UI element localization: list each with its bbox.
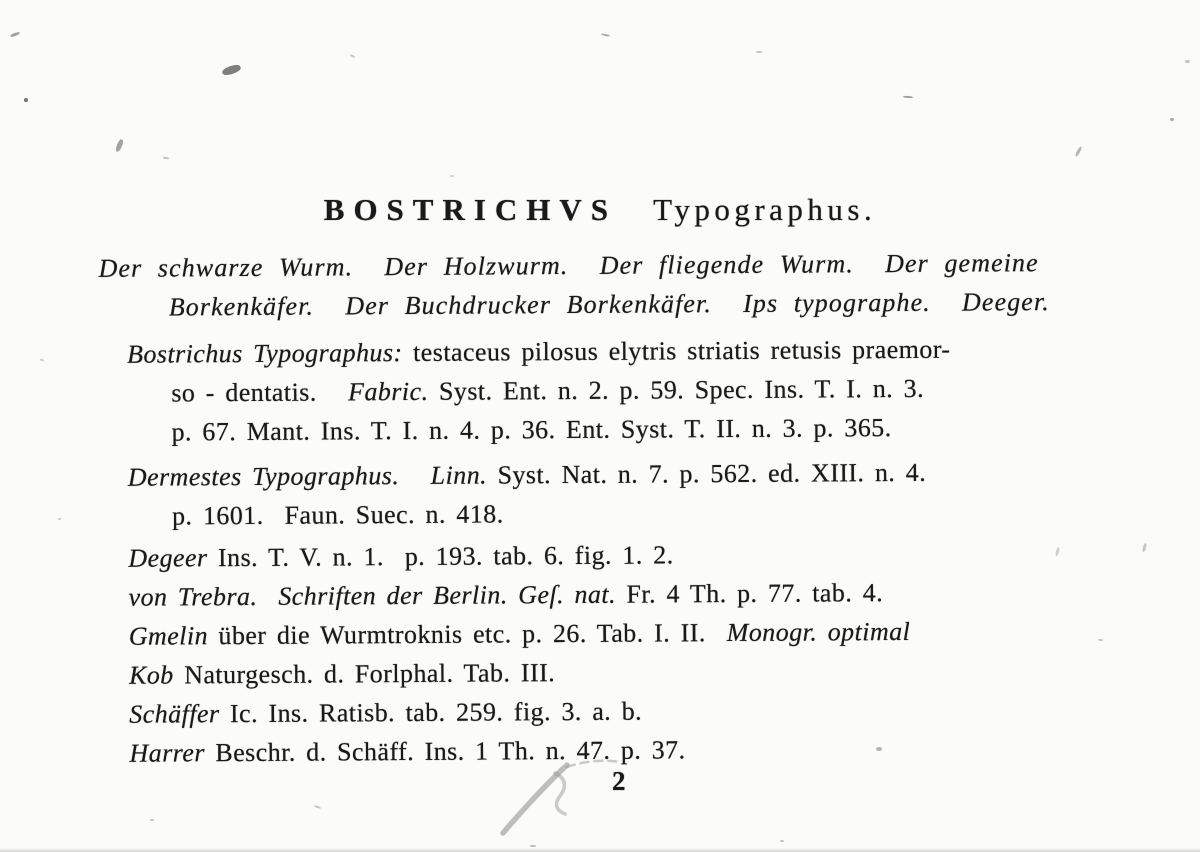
text-line bbox=[0, 490, 1200, 536]
paper-speck bbox=[450, 175, 454, 177]
roman-segment bbox=[399, 461, 431, 490]
roman-segment: p. 67. Mant. Ins. T. I. n. 4. p. 36. Ent. Syst. T. II. n. 3. p. 365. bbox=[171, 413, 892, 447]
italic-segment: Dermestes Typographus. bbox=[127, 461, 400, 492]
paper-speck bbox=[876, 747, 882, 751]
roman-segment: Ic. Ins. Ratisb. tab. 259. fig. 3. a. b. bbox=[219, 696, 643, 729]
scan-edge-shadow bbox=[0, 848, 1200, 852]
paper-speck bbox=[24, 98, 28, 102]
paper-speck bbox=[780, 840, 784, 842]
italic-segment: Schäffer bbox=[129, 699, 220, 729]
paper-speck bbox=[903, 96, 913, 99]
paper-speck bbox=[1170, 118, 1174, 121]
paper-speck bbox=[58, 518, 61, 520]
roman-segment: p. 1601. Faun. Suec. n. 418. bbox=[171, 499, 504, 531]
genus-heading: BOSTRICHVS bbox=[323, 192, 618, 227]
paper-speck bbox=[1075, 146, 1083, 157]
page-number: 2 bbox=[612, 766, 626, 796]
italic-segment: Gmelin bbox=[128, 621, 209, 651]
italic-segment: von Trebra. Schriften der Berlin. Geſ. nat. bbox=[128, 579, 617, 612]
paper-speck bbox=[530, 845, 536, 847]
roman-segment: Syst. Ent. n. 2. p. 59. Spec. Ins. T. I. n. 3. bbox=[428, 373, 925, 406]
italic-segment: Degeer bbox=[128, 543, 208, 573]
roman-segment: Syst. Nat. n. 7. p. 562. ed. XIII. n. 4. bbox=[486, 457, 927, 490]
paper-speck bbox=[350, 54, 355, 58]
text-block bbox=[0, 242, 1200, 773]
roman-segment: über die Wurmtroknis etc. p. 26. Tab. I. II. bbox=[207, 618, 727, 651]
paper-speck bbox=[10, 31, 20, 37]
italic-segment: Linn. bbox=[430, 460, 488, 490]
italic-segment: Fabric. bbox=[347, 376, 429, 407]
pencil-mark-icon bbox=[455, 745, 655, 845]
italic-segment: Kob bbox=[128, 660, 174, 690]
roman-segment: Fr. 4 Th. p. 77. tab. 4. bbox=[615, 578, 884, 609]
italic-segment: Der schwarze Wurm. Der Holzwurm. Der fliegende Wurm. Der gemeine bbox=[98, 248, 1039, 283]
italic-segment: Harrer bbox=[129, 738, 205, 768]
roman-segment: Ins. T. V. n. 1. p. 193. tab. 6. fig. 1. 2. bbox=[207, 540, 674, 573]
italic-segment: Monogr. optimal bbox=[726, 616, 911, 648]
italic-segment: Bostrichus Typographus: bbox=[126, 338, 403, 369]
paper-speck bbox=[601, 33, 610, 37]
text-line bbox=[0, 406, 1200, 452]
paper-speck bbox=[150, 819, 154, 821]
roman-segment: Naturgesch. d. Forlphal. Tab. III. bbox=[173, 658, 556, 690]
paper-speck bbox=[115, 139, 125, 153]
page-title bbox=[0, 192, 1200, 228]
species-heading: Typographus. bbox=[653, 192, 877, 227]
paper-speck bbox=[314, 805, 321, 809]
text-line bbox=[0, 281, 1199, 327]
paper-speck bbox=[756, 51, 762, 53]
paper-speck bbox=[163, 156, 169, 159]
paper-speck bbox=[221, 63, 242, 76]
roman-segment: so - dentatis. bbox=[171, 377, 349, 408]
italic-segment: Borkenkäfer. Der Buchdrucker Borkenkäfer. Ips typographe. Deeger. bbox=[168, 287, 1050, 322]
paper-speck bbox=[1185, 60, 1190, 63]
roman-segment: testaceus pilosus elytris striatis retusis praemor- bbox=[402, 334, 951, 368]
roman-segment: Beschr. d. Schäff. Ins. 1 Th. n. 47. p. 37. bbox=[204, 735, 686, 768]
